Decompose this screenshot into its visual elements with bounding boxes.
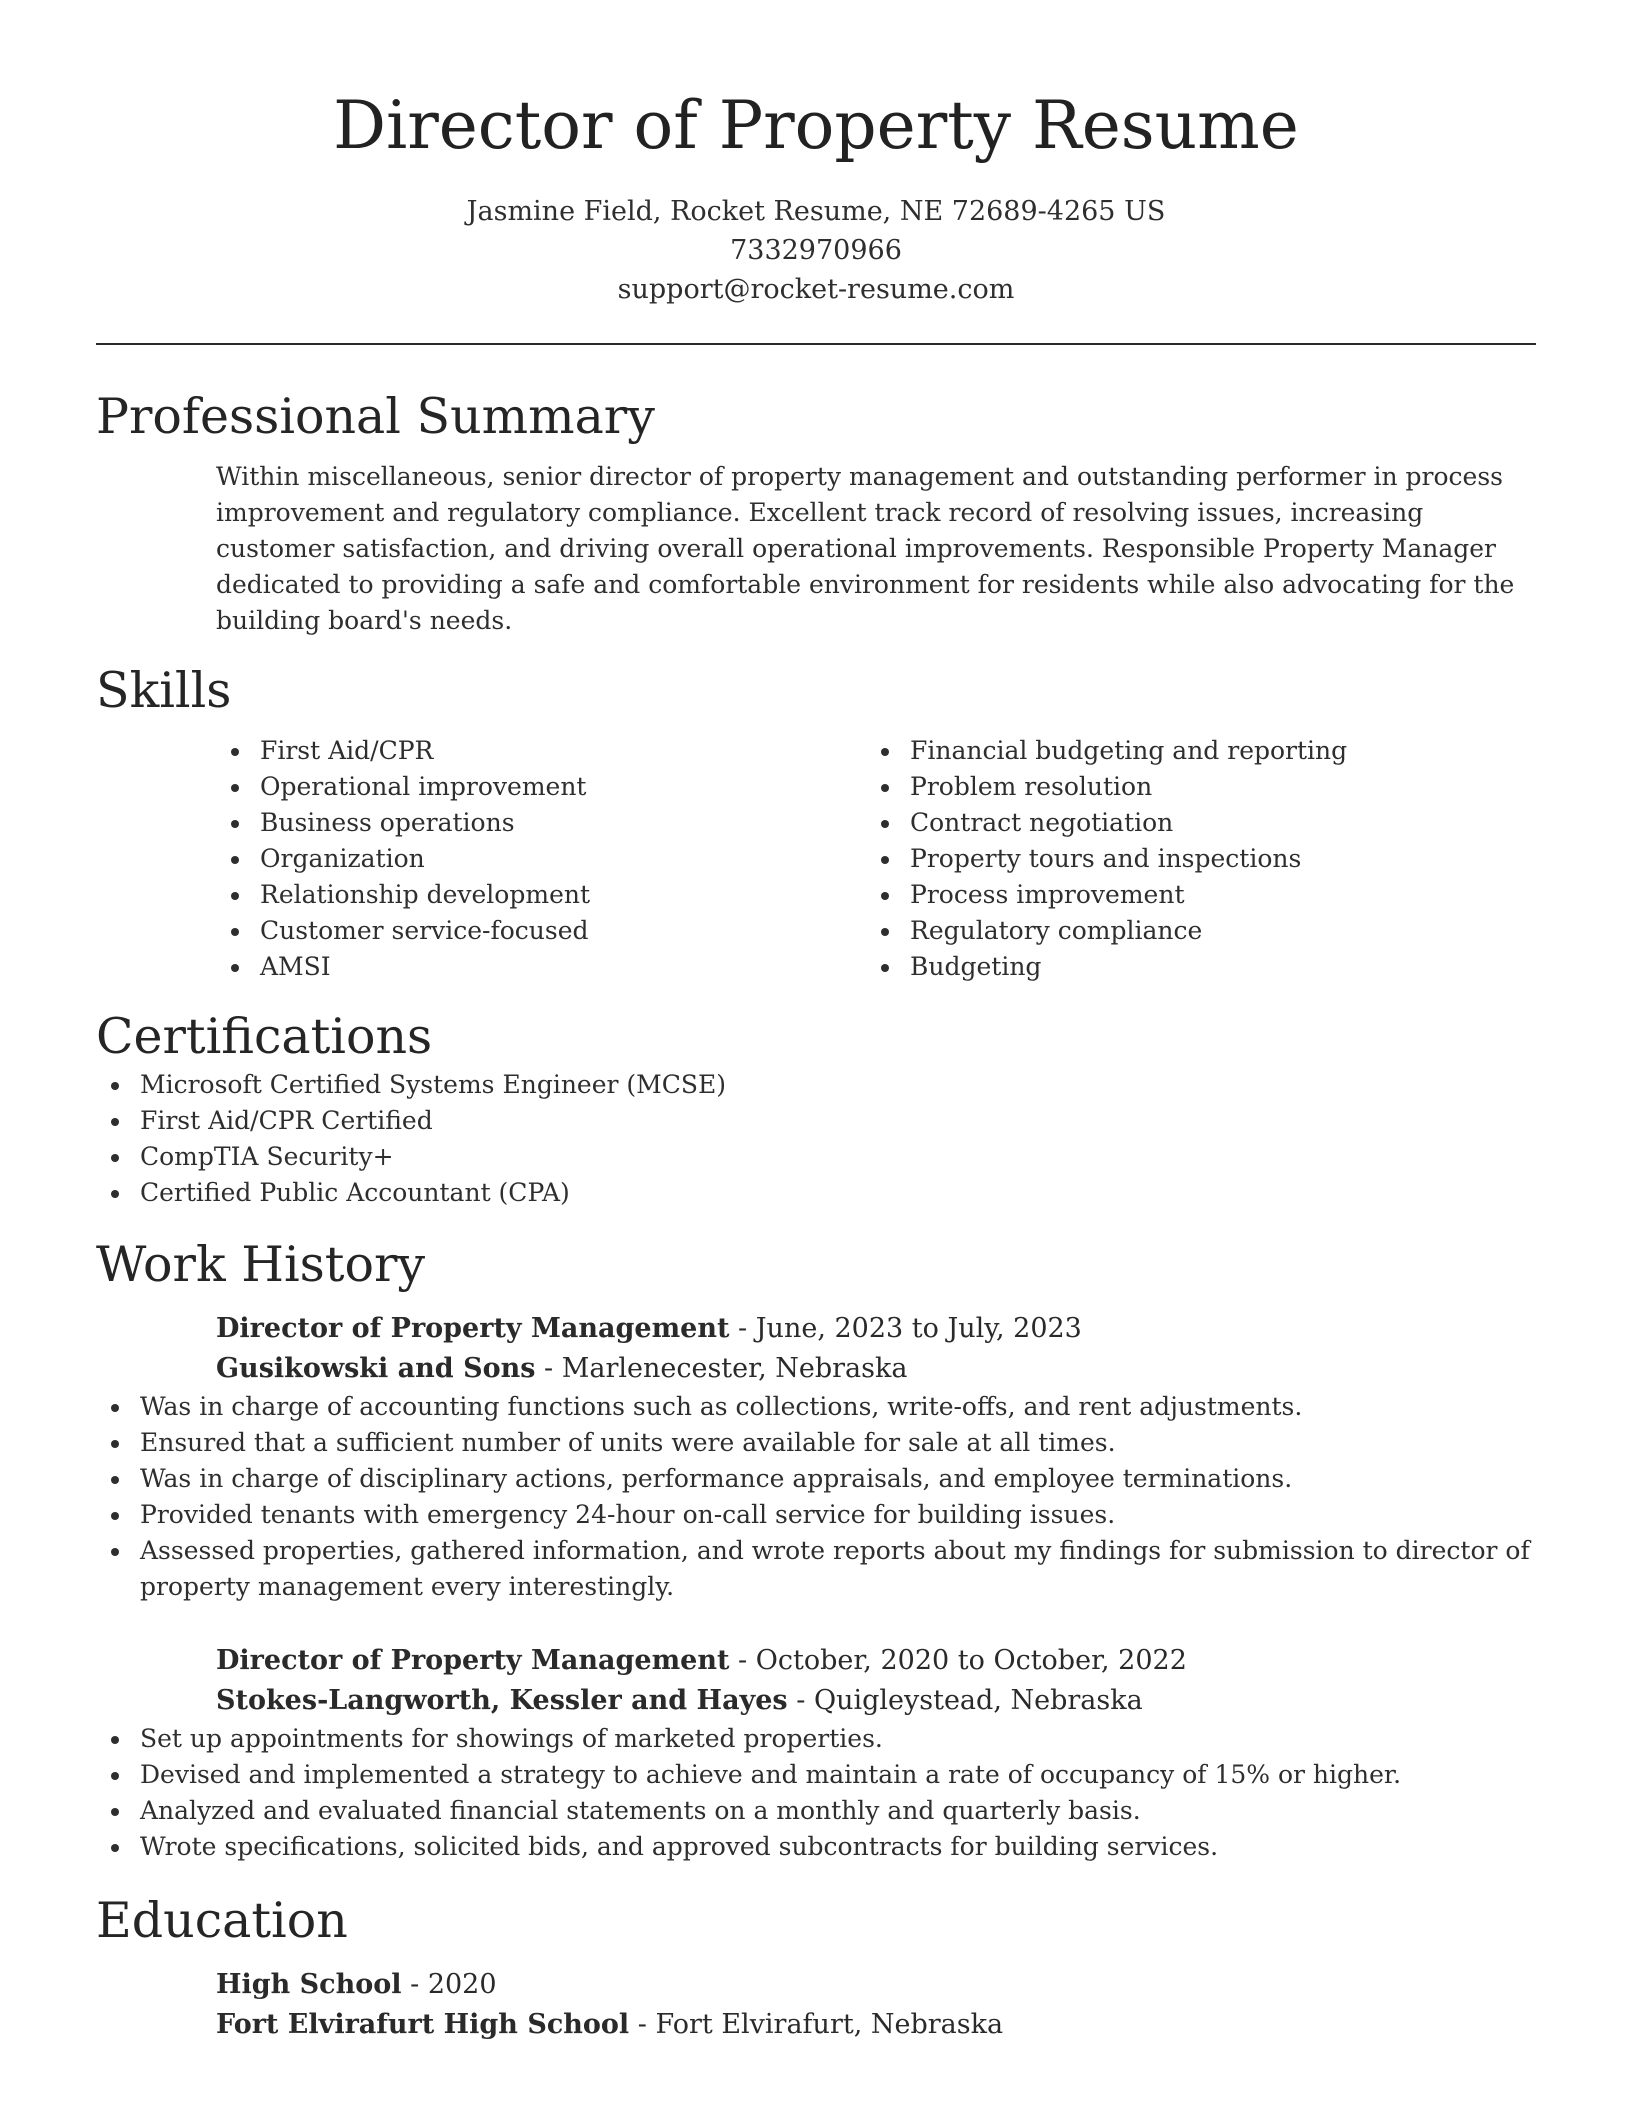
skill-item: Customer service-focused (216, 913, 866, 949)
job-title: Director of Property Management (216, 1645, 730, 1676)
job-duty-item: Devised and implemented a strategy to achieve and maintain a rate of occupancy of 15% or higher. (96, 1757, 1536, 1793)
contact-email: support@rocket-resume.com (617, 274, 1015, 305)
skills-column-right (866, 733, 1516, 985)
separator: - (629, 2009, 656, 2040)
skill-item: Budgeting (866, 949, 1516, 985)
job-title-line (216, 1309, 1536, 1349)
skill-item: Problem resolution (866, 769, 1516, 805)
skill-item: Organization (216, 841, 866, 877)
job-duty-item: Provided tenants with emergency 24-hour on-call service for building issues. (96, 1497, 1536, 1533)
contact-phone: 7332970966 (730, 235, 902, 266)
job-duty-item: Set up appointments for showings of marketed properties. (96, 1721, 1536, 1757)
skill-item: Process improvement (866, 877, 1516, 913)
job-location: Marlenecester, Nebraska (561, 1353, 908, 1384)
job-company: Stokes-Langworth, Kessler and Hayes (216, 1685, 788, 1716)
contact-info (96, 192, 1536, 309)
education-degree: High School (216, 1969, 402, 2000)
skill-item: First Aid/CPR (216, 733, 866, 769)
skills-heading: Skills (96, 662, 232, 719)
job-duty-item: Analyzed and evaluated financial statements on a monthly and quarterly basis. (96, 1793, 1536, 1829)
skill-item: Regulatory compliance (866, 913, 1516, 949)
separator: - (535, 1353, 562, 1384)
header-divider (96, 343, 1536, 345)
separator: - (787, 1685, 814, 1716)
work-history-heading: Work History (96, 1236, 426, 1293)
job-title: Director of Property Management (216, 1313, 730, 1344)
job-title-line (216, 1641, 1536, 1681)
job-duty-item: Was in charge of accounting functions such as collections, write-offs, and rent adjustments. (96, 1389, 1536, 1425)
education-heading: Education (96, 1892, 348, 1949)
skills-column-left (216, 733, 866, 985)
skill-item: Business operations (216, 805, 866, 841)
summary-heading: Professional Summary (96, 388, 655, 445)
job-dates: October, 2020 to October, 2022 (755, 1645, 1187, 1676)
skills-grid (216, 733, 1536, 985)
job-duties-list (96, 1389, 1536, 1605)
education-entry (216, 1965, 1536, 2045)
education-school-line (216, 2005, 1536, 2045)
education-year: 2020 (427, 1969, 497, 2000)
certification-item: Certified Public Accountant (CPA) (96, 1175, 1536, 1211)
job-duty-item: Was in charge of disciplinary actions, performance appraisals, and employee terminations. (96, 1461, 1536, 1497)
certifications-list (96, 1067, 1536, 1211)
separator: - (729, 1645, 756, 1676)
resume-title: Director of Property Resume (333, 87, 1299, 164)
job-company-line (216, 1349, 1536, 1389)
separator: - (401, 1969, 428, 2000)
contact-address: Jasmine Field, Rocket Resume, NE 72689-4265 US (466, 196, 1166, 227)
job-duties-list (96, 1721, 1536, 1865)
job-duty-item: Assessed properties, gathered information, and wrote reports about my findings for submission to director of property management every interestingly. (96, 1533, 1536, 1605)
skill-item: Relationship development (216, 877, 866, 913)
job-location: Quigleystead, Nebraska (813, 1685, 1143, 1716)
certifications-heading: Certifications (96, 1008, 433, 1065)
separator: - (729, 1313, 756, 1344)
skill-item: Property tours and inspections (866, 841, 1516, 877)
job-company: Gusikowski and Sons (216, 1353, 536, 1384)
education-school: Fort Elvirafurt High School (216, 2009, 630, 2040)
job-entry (216, 1641, 1536, 1721)
job-dates: June, 2023 to July, 2023 (755, 1313, 1082, 1344)
job-entry (216, 1309, 1536, 1389)
skill-item: Financial budgeting and reporting (866, 733, 1516, 769)
skill-item: AMSI (216, 949, 866, 985)
summary-text: Within miscellaneous, senior director of property management and outstanding performer in process improvement and regulatory compliance. Excellent track record of resolving issues, increasing customer satisfaction, and driving overall operational improvements. Responsible Property Manager dedicated to providing a safe and comfortable environment for residents while also advocating for the building board's needs. (216, 462, 1515, 635)
resume-page (96, 0, 1536, 2045)
job-company-line (216, 1681, 1536, 1721)
certification-item: First Aid/CPR Certified (96, 1103, 1536, 1139)
education-degree-line (216, 1965, 1536, 2005)
certification-item: Microsoft Certified Systems Engineer (MCSE) (96, 1067, 1536, 1103)
job-duty-item: Wrote specifications, solicited bids, and approved subcontracts for building services. (96, 1829, 1536, 1865)
skill-item: Contract negotiation (866, 805, 1516, 841)
certification-item: CompTIA Security+ (96, 1139, 1536, 1175)
job-duty-item: Ensured that a sufficient number of units were available for sale at all times. (96, 1425, 1536, 1461)
education-location: Fort Elvirafurt, Nebraska (655, 2009, 1004, 2040)
skill-item: Operational improvement (216, 769, 866, 805)
